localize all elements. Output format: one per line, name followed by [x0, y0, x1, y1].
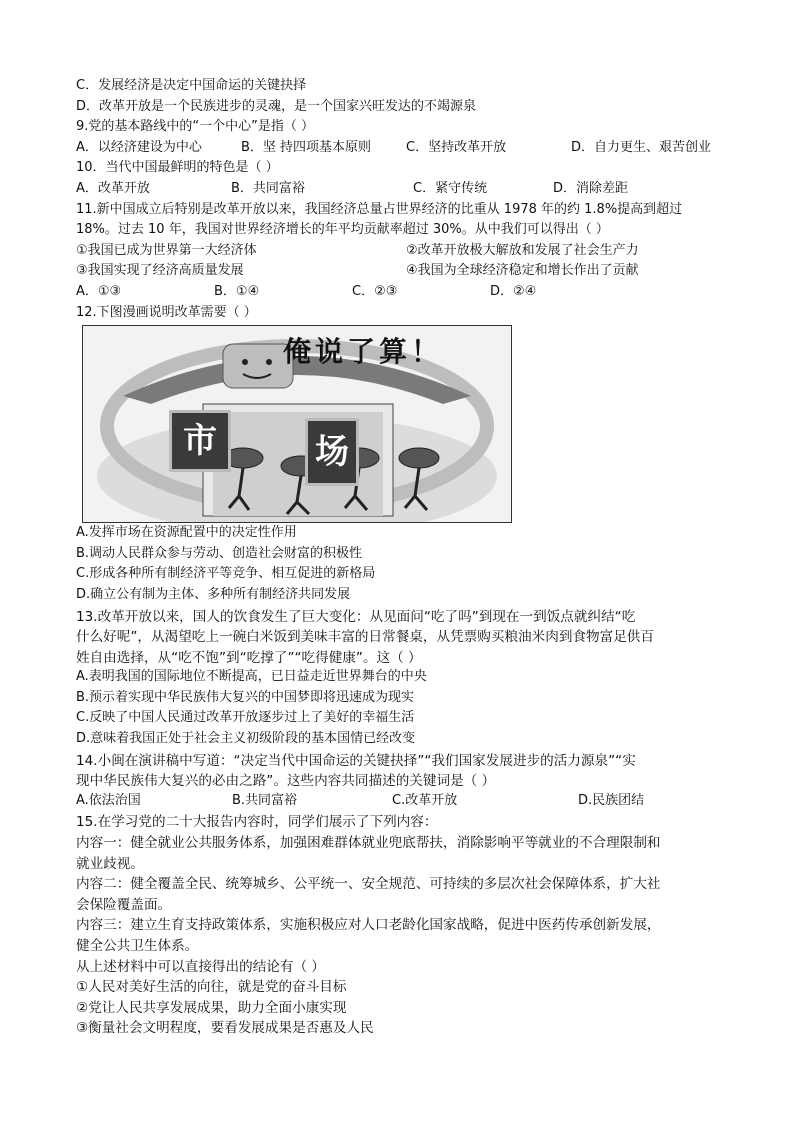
option-c: C.反映了中国人民通过改革开放逐步过上了美好的幸福生活: [76, 710, 415, 726]
question-15-ask: 从上述材料中可以直接得出的结论有（ ）: [76, 958, 326, 975]
sign-left: 市: [169, 410, 231, 472]
question-11-options: [76, 282, 736, 303]
question-10-stem: 10．当代中国最鲜明的特色是（ ）: [76, 160, 279, 176]
option-d: D.确立公有制为主体、多种所有制经济共同发展: [76, 586, 351, 602]
item-1: ①我国已成为世界第一大经济体: [76, 242, 257, 258]
item-1: ①人民对美好生活的向往，就是党的奋斗目标: [76, 979, 347, 996]
option-a: A．①③: [76, 283, 122, 299]
content-3: 健全公共卫生体系。: [76, 938, 199, 954]
option-c: C．坚持改革开放: [406, 139, 507, 155]
question-10-options: [76, 179, 736, 200]
option-b: B.调动人民群众参与劳动、创造社会财富的积极性: [76, 545, 363, 561]
option-c: C．②③: [352, 283, 398, 299]
content-2: 内容二：健全覆盖全民、统筹城乡、公平统一、安全规范、可持续的多层次社会保障体系，扩大社: [76, 876, 661, 893]
option-d: D．消除差距: [553, 180, 629, 196]
question-9-stem: 9.党的基本路线中的“一个中心”是指（ ）: [76, 119, 315, 135]
question-11-items: [76, 261, 736, 282]
option-b: B．①④: [214, 283, 260, 299]
content-3: 内容三：建立生育支持政策体系，实施积极应对人口老龄化国家战略，促进中医药传承创新发展，: [76, 917, 661, 934]
option-c: C．紧守传统: [413, 180, 488, 196]
option-line: C．发展经济是决定中国命运的关键抉择: [76, 78, 307, 93]
question-13-stem: 13.改革开放以来，国人的饮食发生了巨大变化：从见面问“吃了吗”到现在一到饭点就纠结“吃: [76, 608, 636, 625]
option-d: D．自力更生、艰苦创业: [571, 139, 712, 155]
question-14-options: [76, 791, 736, 812]
question-12-stem: 12.下图漫画说明改革需要（ ）: [76, 304, 257, 320]
question-13-stem: 姓自由选择，从“吃不饱”到“吃撑了”“吃得健康”。这（ ）: [76, 649, 422, 666]
question-13-stem: 什么好呢”，从渴望吃上一碗白米饭到美味丰富的日常餐桌，从凭票购买粮油米肉到食物富足供百: [76, 629, 654, 646]
option-a: A.依法治国: [76, 792, 141, 808]
option-b: B.共同富裕: [232, 792, 298, 808]
sign-right: 场: [305, 418, 359, 486]
option-d: D．②④: [490, 283, 537, 299]
question-9-options: [76, 138, 736, 159]
option-d: D.意味着我国正处于社会主义初级阶段的基本国情已经改变: [76, 731, 416, 747]
item-2: ②党让人民共享发展成果，助力全面小康实现: [76, 999, 347, 1016]
item-2: ②改革开放极大解放和发展了社会生产力: [406, 242, 639, 258]
item-4: ④我国为全球经济稳定和增长作出了贡献: [406, 263, 639, 279]
option-a: A.表明我国的国际地位不断提高，已日益走近世界舞台的中央: [76, 669, 427, 685]
question-11-items: [76, 241, 736, 262]
option-line: D．改革开放是一个民族进步的灵魂，是一个国家兴旺发达的不竭源泉: [76, 98, 477, 114]
question-15-stem: 15.在学习党的二十大报告内容时，同学们展示了下列内容：: [76, 814, 438, 831]
option-c: C.改革开放: [392, 792, 458, 808]
content-1: 就业歧视。: [76, 855, 144, 872]
question-11-stem: 18%。过去 10 年，我国对世界经济增长的年平均贡献率超过 30%。从中我们可以得出（ ）: [76, 222, 609, 238]
option-d: D.民族团结: [578, 792, 645, 808]
content-1: 内容一：健全就业公共服务体系，加强困难群体就业兜底帮扶，消除影响平等就业的不合理限制和: [76, 835, 661, 852]
cartoon-caption: 俺说了算！: [283, 335, 444, 369]
question-14-stem: 现中华民族伟大复兴的必由之路”。这些内容共同描述的关键词是（ ）: [76, 773, 496, 790]
question-14-stem: 14.小闽在演讲稿中写道：“决定当代中国命运的关键抉择”“我们国家发展进步的活力源泉”“实: [76, 752, 636, 769]
cartoon-image: [82, 325, 512, 523]
exam-page: [76, 76, 736, 1038]
option-b: B.预示着实现中华民族伟大复兴的中国梦即将迅速成为现实: [76, 689, 415, 705]
content-2: 会保险覆盖面。: [76, 896, 172, 913]
question-11-stem: 11.新中国成立后特别是改革开放以来，我国经济总量占世界经济的比重从 1978 年的约 1.8%提高到超过: [76, 201, 683, 217]
option-a: A.发挥市场在资源配置中的决定性作用: [76, 525, 297, 541]
option-b: B．共同富裕: [231, 180, 305, 196]
option-b: B．坚 持四项基本原则: [241, 139, 372, 155]
item-3: ③我国实现了经济高质量发展: [76, 263, 244, 279]
option-a: A．以经济建设为中心: [76, 139, 202, 155]
item-3: ③衡量社会文明程度，要看发展成果是否惠及人民: [76, 1020, 374, 1037]
option-a: A．改革开放: [76, 180, 150, 196]
option-c: C.形成各种所有制经济平等竞争、相互促进的新格局: [76, 566, 376, 582]
